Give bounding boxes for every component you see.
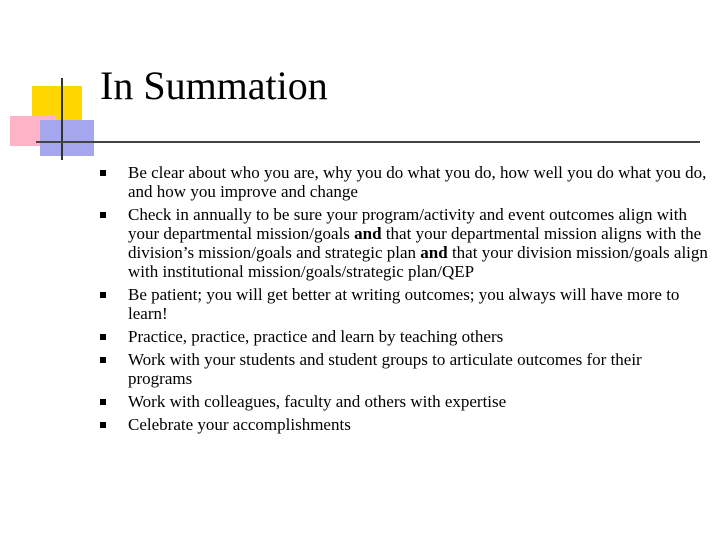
bullet-text-bold: and bbox=[354, 224, 382, 243]
bullet-text: Be patient; you will get better at writing outcomes; you always will have more to learn! bbox=[128, 285, 680, 323]
bullet-text: Work with your students and student groups to articulate outcomes for their programs bbox=[128, 350, 642, 388]
square-bullet-icon bbox=[100, 212, 106, 218]
bullet-text: Work with colleagues, faculty and others with expertise bbox=[128, 392, 507, 411]
square-bullet-icon bbox=[100, 357, 106, 363]
bullet-item bbox=[100, 327, 710, 346]
square-bullet-icon bbox=[100, 334, 106, 340]
bullet-text: Practice, practice, practice and learn by teaching others bbox=[128, 327, 504, 346]
bullet-item bbox=[100, 350, 710, 388]
bullet-text: Celebrate your accomplishments bbox=[128, 415, 351, 434]
bullet-item bbox=[100, 163, 710, 201]
bullet-item bbox=[100, 392, 710, 411]
square-bullet-icon bbox=[100, 422, 106, 428]
bullet-text: Be clear about who you are, why you do what you do, how well you do what you do, and how you improve and change bbox=[128, 163, 707, 201]
square-bullet-icon bbox=[100, 399, 106, 405]
bullet-item bbox=[100, 205, 710, 281]
slide-title: In Summation bbox=[100, 63, 328, 108]
bullet-text-part: that your departmental mission aligns with the division’s mission/goals and strategic plan bbox=[128, 224, 702, 262]
title-underline-rule bbox=[36, 141, 700, 143]
bullet-text-bold: and bbox=[420, 243, 448, 262]
decor-vertical-rule bbox=[61, 78, 63, 160]
bullet-text bbox=[128, 205, 708, 281]
decor-blue-square bbox=[40, 120, 94, 156]
bullet-list bbox=[100, 163, 710, 438]
bullet-text-part: that your division mission/goals align with institutional mission/goals/strategic plan/QEP bbox=[128, 243, 708, 281]
square-bullet-icon bbox=[100, 292, 106, 298]
bullet-item bbox=[100, 415, 710, 434]
square-bullet-icon bbox=[100, 170, 106, 176]
bullet-text-part: Check in annually to be sure your program/activity and event outcomes align with your departmental mission/goals bbox=[128, 205, 687, 243]
bullet-item bbox=[100, 285, 710, 323]
